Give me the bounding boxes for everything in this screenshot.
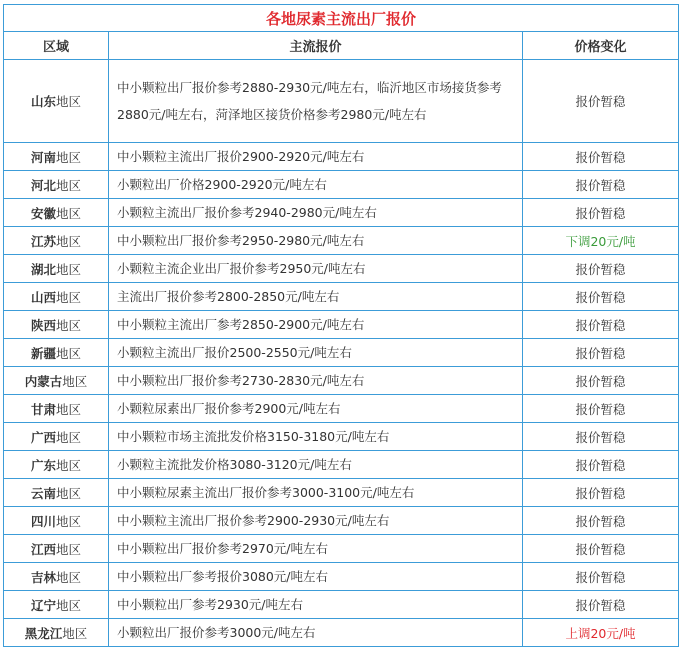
- region-suffix: 地区: [56, 569, 82, 585]
- region-suffix: 地区: [56, 541, 82, 557]
- header-row: [4, 32, 679, 60]
- region-name: 山西: [30, 289, 56, 305]
- region-name: 河南: [30, 149, 56, 165]
- price-cell: 主流出厂报价参考2800-2850元/吨左右: [109, 283, 523, 311]
- region-suffix: 地区: [62, 373, 88, 389]
- change-cell: 报价暂稳: [523, 171, 679, 199]
- table-row: [4, 619, 679, 647]
- region-suffix: 地区: [56, 345, 82, 361]
- price-cell: 中小颗粒出厂参考报价3080元/吨左右: [109, 563, 523, 591]
- change-cell: 报价暂稳: [523, 255, 679, 283]
- header-region: 区域: [4, 32, 109, 60]
- region-suffix: 地区: [56, 205, 82, 221]
- region-name: 江西: [30, 541, 56, 557]
- title-row: [4, 5, 679, 32]
- change-cell: 报价暂稳: [523, 507, 679, 535]
- region-cell: [4, 591, 109, 619]
- price-cell: 中小颗粒出厂报价参考2730-2830元/吨左右: [109, 367, 523, 395]
- table-row: [4, 283, 679, 311]
- region-suffix: 地区: [56, 149, 82, 165]
- table-row: [4, 143, 679, 171]
- change-cell: 报价暂稳: [523, 60, 679, 143]
- price-cell: 小颗粒尿素出厂报价参考2900元/吨左右: [109, 395, 523, 423]
- region-cell: [4, 619, 109, 647]
- region-cell: [4, 535, 109, 563]
- change-cell: 上调20元/吨: [523, 619, 679, 647]
- region-suffix: 地区: [56, 429, 82, 445]
- region-cell: [4, 563, 109, 591]
- region-name: 吉林: [30, 569, 56, 585]
- change-cell: 报价暂稳: [523, 199, 679, 227]
- change-cell: 报价暂稳: [523, 367, 679, 395]
- region-name: 江苏: [30, 233, 56, 249]
- price-cell: 中小颗粒出厂报价参考2880-2930元/吨左右，临沂地区市场接货参考2880元/吨左右，菏泽地区接货价格参考2980元/吨左右: [109, 60, 523, 143]
- table-row: [4, 535, 679, 563]
- region-cell: [4, 339, 109, 367]
- region-name: 辽宁: [30, 597, 56, 613]
- region-cell: [4, 60, 109, 143]
- price-cell: 小颗粒主流批发价格3080-3120元/吨左右: [109, 451, 523, 479]
- change-cell: 报价暂稳: [523, 339, 679, 367]
- region-suffix: 地区: [56, 317, 82, 333]
- region-suffix: 地区: [62, 625, 88, 641]
- region-suffix: 地区: [56, 233, 82, 249]
- header-price: 主流报价: [109, 32, 523, 60]
- price-cell: 中小颗粒出厂报价参考2970元/吨左右: [109, 535, 523, 563]
- price-cell: 中小颗粒市场主流批发价格3150-3180元/吨左右: [109, 423, 523, 451]
- region-cell: [4, 507, 109, 535]
- change-cell: 报价暂稳: [523, 395, 679, 423]
- table-row: [4, 367, 679, 395]
- region-name: 湖北: [30, 261, 56, 277]
- region-suffix: 地区: [56, 457, 82, 473]
- region-suffix: 地区: [56, 485, 82, 501]
- region-name: 甘肃: [30, 401, 56, 417]
- region-cell: [4, 171, 109, 199]
- table-row: [4, 227, 679, 255]
- price-cell: 中小颗粒主流出厂报价参考2900-2930元/吨左右: [109, 507, 523, 535]
- region-name: 河北: [30, 177, 56, 193]
- table-row: [4, 423, 679, 451]
- table-row: [4, 479, 679, 507]
- price-table-container: [3, 4, 678, 647]
- region-cell: [4, 423, 109, 451]
- region-cell: [4, 395, 109, 423]
- region-suffix: 地区: [56, 513, 82, 529]
- price-table: [3, 4, 679, 647]
- change-cell: 报价暂稳: [523, 311, 679, 339]
- region-cell: [4, 311, 109, 339]
- change-cell: 报价暂稳: [523, 283, 679, 311]
- price-cell: 中小颗粒出厂报价参考2950-2980元/吨左右: [109, 227, 523, 255]
- region-cell: [4, 255, 109, 283]
- table-row: [4, 171, 679, 199]
- region-name: 广东: [30, 457, 56, 473]
- region-suffix: 地区: [56, 94, 82, 109]
- price-cell: 小颗粒出厂报价参考3000元/吨左右: [109, 619, 523, 647]
- table-row: [4, 255, 679, 283]
- region-suffix: 地区: [56, 597, 82, 613]
- region-name: 四川: [30, 513, 56, 529]
- region-name: 山东: [30, 94, 56, 109]
- region-suffix: 地区: [56, 261, 82, 277]
- table-row: [4, 199, 679, 227]
- table-row: [4, 451, 679, 479]
- header-change: 价格变化: [523, 32, 679, 60]
- table-row: [4, 591, 679, 619]
- table-row: [4, 339, 679, 367]
- region-name: 陕西: [30, 317, 56, 333]
- region-name: 内蒙古: [24, 373, 63, 389]
- change-cell: 报价暂稳: [523, 423, 679, 451]
- change-cell: 报价暂稳: [523, 535, 679, 563]
- price-cell: 中小颗粒主流出厂报价2900-2920元/吨左右: [109, 143, 523, 171]
- table-row: [4, 563, 679, 591]
- price-cell: 小颗粒出厂价格2900-2920元/吨左右: [109, 171, 523, 199]
- change-cell: 报价暂稳: [523, 479, 679, 507]
- region-suffix: 地区: [56, 177, 82, 193]
- price-cell: 中小颗粒主流出厂参考2850-2900元/吨左右: [109, 311, 523, 339]
- change-cell: 报价暂稳: [523, 451, 679, 479]
- price-cell: 中小颗粒尿素主流出厂报价参考3000-3100元/吨左右: [109, 479, 523, 507]
- price-cell: 中小颗粒出厂参考2930元/吨左右: [109, 591, 523, 619]
- region-name: 广西: [30, 429, 56, 445]
- region-name: 新疆: [30, 345, 56, 361]
- change-cell: 报价暂稳: [523, 563, 679, 591]
- region-name: 云南: [30, 485, 56, 501]
- region-cell: [4, 227, 109, 255]
- table-row: [4, 507, 679, 535]
- region-cell: [4, 143, 109, 171]
- region-suffix: 地区: [56, 401, 82, 417]
- change-cell: 报价暂稳: [523, 591, 679, 619]
- change-cell: 下调20元/吨: [523, 227, 679, 255]
- region-cell: [4, 283, 109, 311]
- region-cell: [4, 451, 109, 479]
- region-cell: [4, 367, 109, 395]
- region-cell: [4, 479, 109, 507]
- table-title: 各地尿素主流出厂报价: [4, 5, 679, 32]
- price-cell: 小颗粒主流出厂报价2500-2550元/吨左右: [109, 339, 523, 367]
- region-name: 黑龙江: [24, 625, 63, 641]
- table-row: [4, 60, 679, 143]
- price-cell: 小颗粒主流企业出厂报价参考2950元/吨左右: [109, 255, 523, 283]
- price-cell: 小颗粒主流出厂报价参考2940-2980元/吨左右: [109, 199, 523, 227]
- region-name: 安徽: [30, 205, 56, 221]
- region-suffix: 地区: [56, 289, 82, 305]
- table-row: [4, 395, 679, 423]
- region-cell: [4, 199, 109, 227]
- change-cell: 报价暂稳: [523, 143, 679, 171]
- table-row: [4, 311, 679, 339]
